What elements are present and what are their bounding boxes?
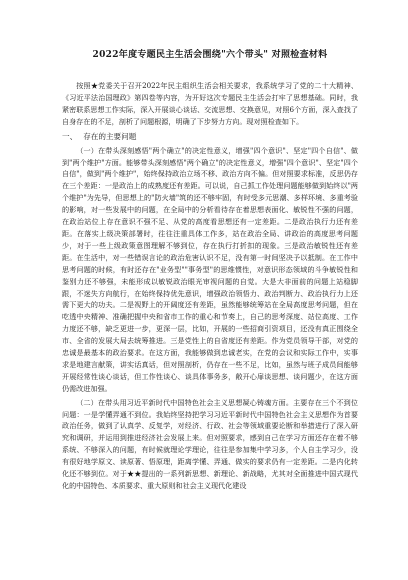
document-body [62,80,358,492]
intro-paragraph: 按照★党委关于召开2022年民主组织生活会相关要求，我系统学习了党的二十大精神、《习近平法治国理政》第四卷等内容，为开好这次专题民主生活会打牢了思想基础。同时，我紧密联系思想工作实际，深入开展谈心谈话、交流思想、交换意见，对照6个方面，深入查找了自身存在的不足，剖析了问题根源，明确了下步努力方向。现对照检查如下。 [62,81,358,126]
section-heading [62,131,358,143]
document-title: 2022年度专题民主生活会围绕"六个带头" 对照检查材料 [92,50,328,60]
body-paragraph-1: （一）在带头深刻感悟"两个确立"的决定性意义，增强"四个意识"、坚定"四个自信"、做到"两个维护"方面。能够带头深刻感悟"两个确立"的决定性意义，增强"四个意识"、坚定"四个自信"，做到"两个维护"，始终保持政治立场不移、政治方向不偏。但对照要求标准，反思仍存在三个差距：一是政治上的成熟度还有差距。可以说，自己抓工作处理问题能够做到始终以"两个维护"为先导，但思想上的"防火墙"筑的还不够牢固，有时受多元思潮、多样环境、多重考验的影响，对一些发展中的问题，在全局中的分析看待存在着思想表面化、敏锐性不强的问题，在政治站位上存在意识不强不足、从党的高度看思想还有一定差距。二是政治执行力还有差距。在落实上级决策部署时，往往注重具体工作多，站在政治全局、讲政治的高度思考问题少，对于一些上级政策意图理解不够到位，存在执行打折扣的现象。三是政治敏锐性还有差距。在生活中，对一些错误言论的政治危害认识不足，没有第一时间坚决予以抵制。在工作中思考问题的时候，有时还存在"业务型""事务型"的思维惯性，对意识形态领域的斗争敏锐性和鉴别力还不够强，未能形成以敏锐政治眼光审视问题的自觉。大是大非面前的问题上站稳脚跟，不迷失方向航行，在始终保持优先意识，增强政治领悟力、政治判断力、政治执行力上还需下更大的功夫。二是视野上的开阔度还有差距，虽然能够统筹站在全局高度思考问题，但在吃透中央精神、准确把握中央和省市工作的重心和节奏上，自己的思考深度、站位高度、工作力度还不够，缺乏更进一步，更深一层，比如，开展的一些招商引资项目，还没有真正围绕全市、全省的发展大局去统筹推进。三是党性上的自省度还有差距。作为党员领导干部，对党的忠诚是最基本的政治要求。在这方面，我能够做到忠诚老实，在党的会议和实际工作中，实事求是地建言献策，讲实话真话，但对照剖析，仍存在一些不足，比如，虽然与班子成员间能够开展经常性谈心谈话，但工作性谈心、谈具体事务多，敞开心扉谈思想、谈问题少，在这方面仍需改进加强。 [62,145,358,393]
section-heading-text: 存在的主要问题 [83,131,137,141]
body-paragraph-2: （二）在带头用习近平新时代中国特色社会主义思想凝心铸魂方面。主要存在三个不到位问题：一是学懂弄通不到位。我始终坚持把学习习近平新时代中国特色社会主义思想作为首要政治任务，做到了认真学、反复学，对经济、行政、社会等领域重要论断和举措进行了深入研究和调研，并运用到推进经济社会发展上来。但对照要求，感到自己在学习方面还存在着不够系统、不够深入的问题，有时候就理论学理论，往往是参加集中学习多，个人自主学习少，没有很好地学原文、读原著、悟原理，距离学懂、弄通、做实的要求仍有一定差距。二是内化转化还不够到位。对于★★提出的一系列新思想、新理论、新战略，尤其对全面推进中国式现代化的中国特色、本质要求、重大原则和社会主义现代化建设 [62,397,358,490]
section-heading-number: 一、 [62,131,78,141]
